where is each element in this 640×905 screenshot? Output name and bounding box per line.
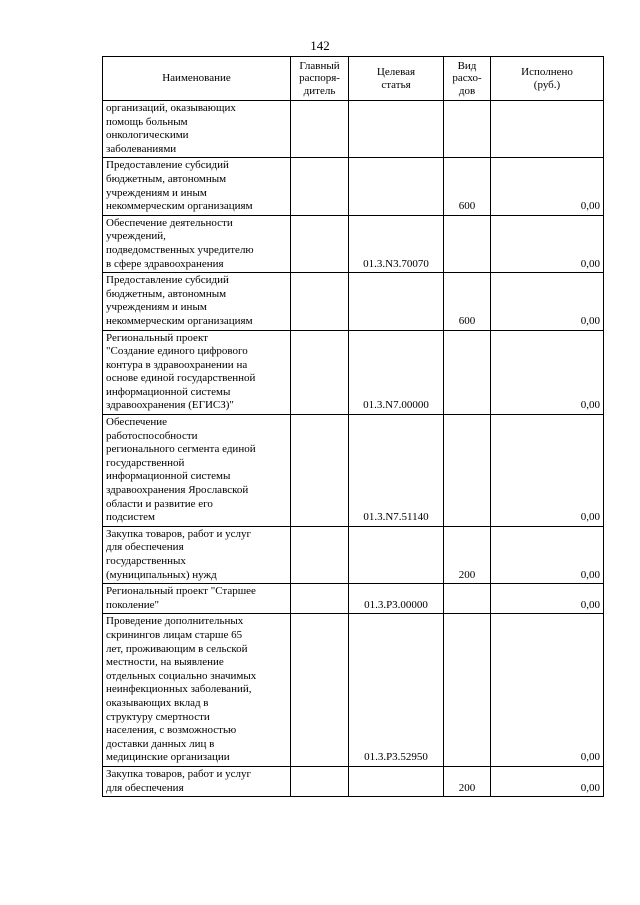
row-code: 01.3.N7.00000 (349, 330, 444, 415)
header-executed: Исполнено (руб.) (491, 57, 604, 101)
row-amount: 0,00 (491, 273, 604, 330)
row-kind (444, 584, 491, 614)
row-code (349, 158, 444, 215)
row-amount: 0,00 (491, 158, 604, 215)
row-admin (291, 766, 349, 796)
row-admin (291, 584, 349, 614)
row-name: Проведение дополнительных скринингов лицам старше 65 лет, проживающим в сельской местности, на выявление отдельных социально значимых неинфекционных заболеваний, оказывающих вклад в структуру смертности населения, с возможностью доставки данных лиц в медицинские организации (103, 614, 291, 767)
row-code: 01.3.N3.70070 (349, 215, 444, 272)
row-admin (291, 330, 349, 415)
row-amount: 0,00 (491, 415, 604, 527)
row-kind: 200 (444, 766, 491, 796)
row-amount: 0,00 (491, 614, 604, 767)
table-header-row (103, 57, 604, 101)
row-kind: 600 (444, 158, 491, 215)
table-row (103, 526, 604, 583)
row-name: Предоставление субсидий бюджетным, автономным учреждениям и иным некоммерческим организациям (103, 273, 291, 330)
row-admin (291, 215, 349, 272)
table-row (103, 273, 604, 330)
row-amount: 0,00 (491, 215, 604, 272)
row-name: Региональный проект "Старшее поколение" (103, 584, 291, 614)
table-row (103, 215, 604, 272)
row-kind: 600 (444, 273, 491, 330)
row-name: организаций, оказывающих помощь больным онкологическими заболеваниями (103, 101, 291, 158)
table-row (103, 158, 604, 215)
row-admin (291, 158, 349, 215)
row-admin (291, 614, 349, 767)
row-name: Предоставление субсидий бюджетным, автономным учреждениям и иным некоммерческим организациям (103, 158, 291, 215)
row-admin (291, 101, 349, 158)
row-kind (444, 614, 491, 767)
row-code: 01.3.P3.00000 (349, 584, 444, 614)
row-name: Обеспечение деятельности учреждений, подведомственных учредителю в сфере здравоохранения (103, 215, 291, 272)
row-code (349, 101, 444, 158)
row-code: 01.3.P3.52950 (349, 614, 444, 767)
row-name: Обеспечение работоспособности регионального сегмента единой государственной информационной системы здравоохранения Ярославской области и развитие его подсистем (103, 415, 291, 527)
budget-table (102, 56, 604, 797)
row-admin (291, 273, 349, 330)
header-admin: Главный распоря- дитель (291, 57, 349, 101)
row-amount: 0,00 (491, 766, 604, 796)
row-amount: 0,00 (491, 526, 604, 583)
header-kind: Вид расхо- дов (444, 57, 491, 101)
row-admin (291, 526, 349, 583)
table-row (103, 766, 604, 796)
row-kind: 200 (444, 526, 491, 583)
row-code (349, 766, 444, 796)
table-row (103, 614, 604, 767)
row-code (349, 526, 444, 583)
page-number: 142 (310, 38, 330, 53)
table-body (103, 101, 604, 797)
table-row (103, 101, 604, 158)
table-row (103, 415, 604, 527)
row-name: Региональный проект "Создание единого цифрового контура в здравоохранении на основе единой государственной информационной системы здравоохранения (ЕГИСЗ)" (103, 330, 291, 415)
row-amount: 0,00 (491, 584, 604, 614)
table-row (103, 584, 604, 614)
row-admin (291, 415, 349, 527)
row-amount: 0,00 (491, 330, 604, 415)
row-kind (444, 101, 491, 158)
table-row (103, 330, 604, 415)
row-kind (444, 415, 491, 527)
row-name: Закупка товаров, работ и услуг для обеспечения государственных (муниципальных) нужд (103, 526, 291, 583)
row-kind (444, 215, 491, 272)
row-code: 01.3.N7.51140 (349, 415, 444, 527)
header-target: Целевая статья (349, 57, 444, 101)
row-code (349, 273, 444, 330)
row-name: Закупка товаров, работ и услуг для обеспечения (103, 766, 291, 796)
row-amount (491, 101, 604, 158)
header-name: Наименование (103, 57, 291, 101)
row-kind (444, 330, 491, 415)
